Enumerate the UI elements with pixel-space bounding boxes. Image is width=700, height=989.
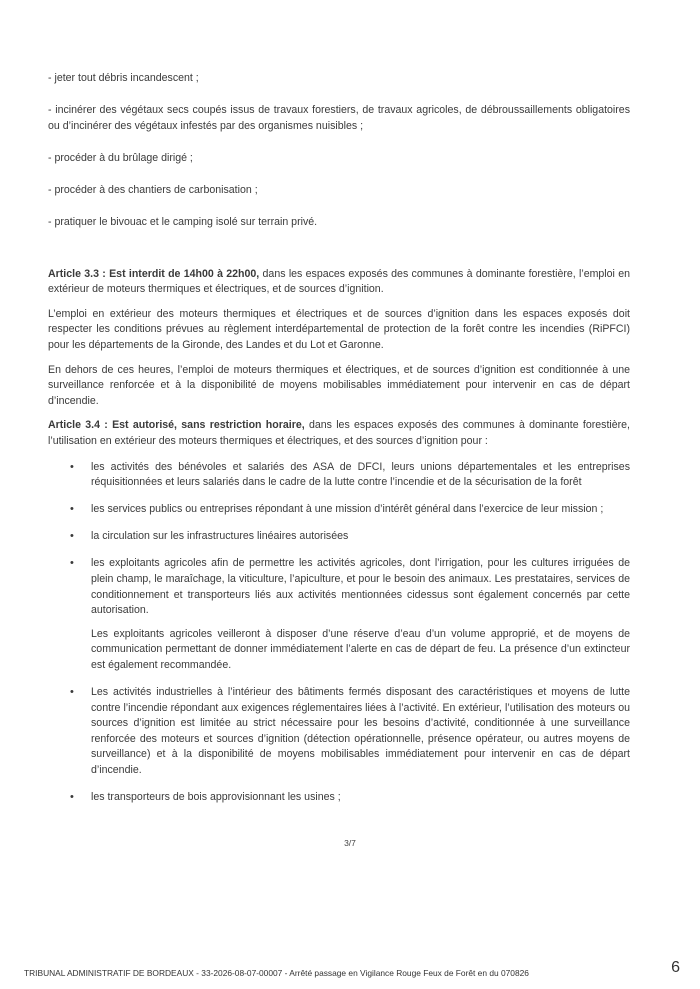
list-item [48,529,630,545]
bullet-icon: • [70,557,74,570]
bullet-icon: • [70,530,74,543]
bullet-icon: • [70,503,74,516]
article-3-3-intro [48,267,630,298]
bullet-icon: • [70,686,74,699]
article-3-4-heading: Article 3.4 : Est autorisé, sans restriction horaire, [48,419,305,432]
footer-page-number: 6 [671,959,680,976]
list-item-text: la circulation sur les infrastructures linéaires autorisées [91,530,349,543]
article-3-4-intro [48,418,630,449]
footer-text: TRIBUNAL ADMINISTRATIF DE BORDEAUX - 33-2026-08-07-00007 - Arrêté passage en Vigilance Rouge Feux de Forêt en du 070826 [24,968,529,978]
bullet-icon: • [70,460,74,473]
article-3-3-heading: Article 3.3 : Est interdit de 14h00 à 22h00, [48,267,260,280]
dash-item: - procéder à du brûlage dirigé ; [48,151,193,164]
dash-item: - jeter tout débris incandescent ; [48,72,199,84]
article-3-3-paragraph: L’emploi en extérieur des moteurs thermiques et électriques et de sources d’ignition dans les espaces exposés doit respecter les conditions prévues au règlement interdépartemental de protection de la forêt contre les incendies (RiPFCI) pour les départements de la Gironde, des Landes et du Lot et Garonne. [48,307,630,351]
list-item [48,556,630,673]
list-item [48,790,630,806]
list-item [48,502,630,518]
dash-item: - procéder à des chantiers de carbonisation ; [48,183,258,196]
list-item-text: Les activités industrielles à l’intérieur des bâtiments fermés disposant des caractéristiques et moyens de lutte contre l’incendie répondant aux exigences réglementaires liées à l’activité. En extérieur, l’utilisation des moteurs ou sources d’ignition est limitée au strict nécessaire pour les besoins d’activité, conditionnée à une surveillance renforcée des moteurs et sources d’ignition (détection opérationnelle, présence opérateur, ou autres moyens de surveillance) et à la disponibilité de moyens mobilisables immédiatement pour intervenir en cas de départ d’incendie. [91,686,630,776]
list-item-text: les activités des bénévoles et salariés des ASA de DFCI, leurs unions départementales et les entreprises réquisitionnées et leurs salariés dans le cadre de la lutte contre l’incendie et de la sécurisation de la forêt [91,460,630,489]
list-item [48,685,630,779]
bullet-icon: • [70,791,74,804]
article-3-3-text: dans les espaces exposés des communes à dominante forestière, l’emploi en extérieur de moteurs thermiques et électriques, et de sources d’ignition. [48,267,630,296]
farmer-note: Les exploitants agricoles veilleront à disposer d’une réserve d’eau d’un volume approprié, et de moyens de communication permettant de donner immédiatement l’alerte en cas de départ de feu. La présence d’un extincteur est également recommandée. [91,627,630,671]
article-3-4-text: dans les espaces exposés des communes à dominante forestière, l’utilisation en extérieur des moteurs thermiques et électriques, et des sources d’ignition pour : [48,419,630,447]
document-body [48,71,630,817]
page-number: 3/7 [344,838,356,848]
dash-item: - incinérer des végétaux secs coupés issus de travaux forestiers, de travaux agricoles, de débroussaillements obligatoires ou d’incinérer des végétaux infestés par des organismes nuisibles ; [48,104,630,132]
dash-item: - pratiquer le bivouac et le camping isolé sur terrain privé. [48,215,318,228]
authorization-list [48,460,630,806]
list-item-text: les transporteurs de bois approvisionnant les usines ; [91,791,341,804]
list-item [48,460,630,491]
article-3-3-paragraph: En dehors de ces heures, l’emploi de moteurs thermiques et électriques, et de sources d’ignition est conditionnée à une surveillance renforcée et à la disponibilité de moyens mobilisables immédiatement pour intervenir en cas de départ d’incendie. [48,363,630,407]
list-item-text: les services publics ou entreprises répondant à une mission d’intérêt général dans l’exercice de leur mission ; [91,503,604,516]
list-item-text: les exploitants agricoles afin de permettre les activités agricoles, dont l’irrigation, pour les cultures irriguées de plein champ, le maraîchage, la viticulture, l’apiculture, et pour le besoin des animaux. Les prestataires, services de conditionnement et transporteurs liés aux activités mentionnées cidessus sont également concernés par cette autorisation. [91,557,630,617]
